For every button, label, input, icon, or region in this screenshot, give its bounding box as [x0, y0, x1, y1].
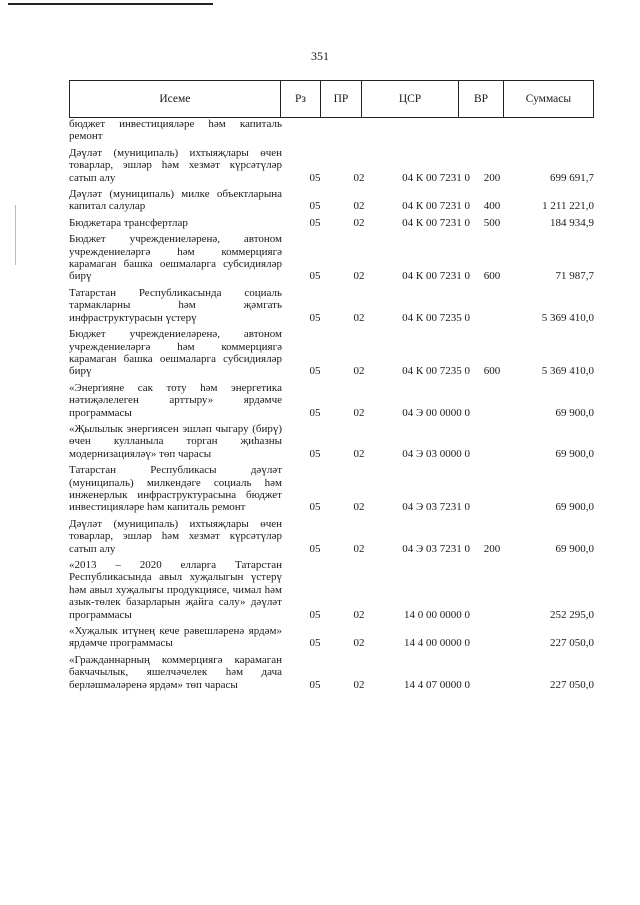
row-name: Бюджетара трансфертлар	[69, 216, 188, 229]
row-name: «Гражданнарның коммерциягә карамаган бакчачылык, яшелчәчелек һәм дача берләшмәләренә ярдәм» төп чарасы	[69, 653, 282, 691]
row-rz: 05	[309, 216, 321, 229]
scan-edge-mark	[15, 205, 16, 265]
row-pr: 02	[353, 678, 365, 691]
row-csr: 14 0 00 0000 0	[404, 608, 470, 621]
page-number: 351	[311, 49, 329, 63]
row-vr: 200	[483, 171, 501, 184]
row-name: «Хуҗалык итүнең кече рәвешләренә ярдәм» ярдәмче программасы	[69, 625, 282, 650]
row-vr: 200	[483, 542, 501, 555]
row-name: Дәүләт (муниципаль) милке объектларына капитал салулар	[69, 188, 282, 213]
row-sum: 69 900,0	[555, 501, 594, 514]
row-pr: 02	[353, 542, 365, 555]
table-row	[69, 654, 594, 691]
table-row	[69, 423, 594, 460]
row-name: «Җылылык энергиясен эшләп чыгару (бирү) өчен кулланыла торган җиһазны модернизацияләү» төп чарасы	[69, 422, 282, 460]
header-csr: ЦСР	[361, 81, 459, 118]
row-rz: 05	[309, 501, 321, 514]
row-pr: 02	[353, 608, 365, 621]
table-row	[69, 518, 594, 555]
row-sum: 227 050,0	[550, 637, 594, 650]
table-header	[69, 80, 594, 118]
table-row	[69, 118, 594, 143]
row-pr: 02	[353, 270, 365, 283]
row-pr: 02	[353, 406, 365, 419]
row-sum: 252 295,0	[550, 608, 594, 621]
row-rz: 05	[309, 406, 321, 419]
table-row	[69, 233, 594, 283]
table-body	[69, 118, 594, 695]
table-row	[69, 464, 594, 514]
row-rz: 05	[309, 200, 321, 213]
table-row	[69, 559, 594, 621]
row-csr: 04 К 00 7231 0	[402, 171, 470, 184]
row-name: Бюджет учреждениеләренә, автоном учреждениеләргә һәм коммерциягә карамаган башка оешмаларга субсидияләр бирү	[69, 233, 282, 283]
header-sum: Суммасы	[503, 81, 593, 118]
row-rz: 05	[309, 365, 321, 378]
row-sum: 5 369 410,0	[541, 311, 594, 324]
row-vr: 600	[483, 270, 501, 283]
table-row	[69, 328, 594, 378]
row-rz: 05	[309, 171, 321, 184]
row-csr: 14 4 00 0000 0	[404, 637, 470, 650]
row-rz: 05	[309, 678, 321, 691]
row-name: Дәүләт (муниципаль) ихтыяҗлары өчен товарлар, эшләр һәм хезмәт күрсәтүләр сатып алу	[69, 517, 282, 555]
row-sum: 699 691,7	[550, 171, 594, 184]
row-sum: 227 050,0	[550, 678, 594, 691]
row-rz: 05	[309, 270, 321, 283]
table-row	[69, 188, 594, 213]
row-rz: 05	[309, 637, 321, 650]
row-sum: 71 987,7	[555, 270, 594, 283]
row-pr: 02	[353, 216, 365, 229]
row-sum: 5 369 410,0	[541, 365, 594, 378]
row-pr: 02	[353, 311, 365, 324]
row-name: Дәүләт (муниципаль) ихтыяҗлары өчен товарлар, эшләр һәм хезмәт күрсәтүләр сатып алу	[69, 146, 282, 184]
row-csr: 04 Э 03 7231 0	[402, 501, 470, 514]
row-name: бюджет инвестицияләре һәм капиталь ремонт	[69, 118, 282, 143]
row-pr: 02	[353, 501, 365, 514]
row-sum: 69 900,0	[555, 406, 594, 419]
row-rz: 05	[309, 542, 321, 555]
row-name: Татарстан Республикасы дәүләт (муниципаль) милкендәге социаль һәм инженерлык инфраструктурасына бюджет инвестицияләре һәм капиталь ремонт	[69, 464, 282, 514]
row-rz: 05	[309, 311, 321, 324]
top-rule	[8, 3, 213, 5]
header-rz: Рз	[280, 81, 320, 118]
row-name: Татарстан Республикасында социаль тармакларны һәм җәмгать инфраструктурасын үстерү	[69, 286, 282, 324]
row-pr: 02	[353, 637, 365, 650]
row-csr: 14 4 07 0000 0	[404, 678, 470, 691]
row-name: «Энергияне сак тоту һәм энергетика нәтиҗәлелеген арттыру» ярдәмче программасы	[69, 381, 282, 419]
row-csr: 04 К 00 7235 0	[402, 311, 470, 324]
row-vr: 400	[483, 200, 501, 213]
table-row	[69, 217, 594, 229]
row-sum: 184 934,9	[550, 216, 594, 229]
row-csr: 04 Э 00 0000 0	[402, 406, 470, 419]
header-vr: ВР	[459, 81, 503, 118]
row-pr: 02	[353, 171, 365, 184]
header-name: Исеме	[70, 81, 281, 118]
row-csr: 04 Э 03 7231 0	[402, 542, 470, 555]
header-pr: ПР	[321, 81, 362, 118]
row-name: «2013 – 2020 елларга Татарстан Республикасында авыл хуҗалыгын үстерү һәм авыл хуҗалыгы продукциясе, чимал һәм азык-төлек базарларын җайга салу» дәүләт программасы	[69, 559, 282, 621]
row-csr: 04 К 00 7235 0	[402, 365, 470, 378]
row-vr: 500	[483, 216, 501, 229]
table-row	[69, 625, 594, 650]
table-row	[69, 382, 594, 419]
row-vr: 600	[483, 365, 501, 378]
row-rz: 05	[309, 608, 321, 621]
row-rz: 05	[309, 447, 321, 460]
row-sum: 69 900,0	[555, 542, 594, 555]
row-pr: 02	[353, 200, 365, 213]
row-pr: 02	[353, 447, 365, 460]
row-csr: 04 К 00 7231 0	[402, 200, 470, 213]
row-csr: 04 К 00 7231 0	[402, 216, 470, 229]
table-row	[69, 147, 594, 184]
row-csr: 04 К 00 7231 0	[402, 270, 470, 283]
row-csr: 04 Э 03 0000 0	[402, 447, 470, 460]
row-sum: 1 211 221,0	[542, 200, 594, 213]
row-name: Бюджет учреждениеләренә, автоном учреждениеләргә һәм коммерциягә карамаган башка оешмаларга субсидияләр бирү	[69, 328, 282, 378]
row-pr: 02	[353, 365, 365, 378]
table-row	[69, 287, 594, 324]
row-sum: 69 900,0	[555, 447, 594, 460]
